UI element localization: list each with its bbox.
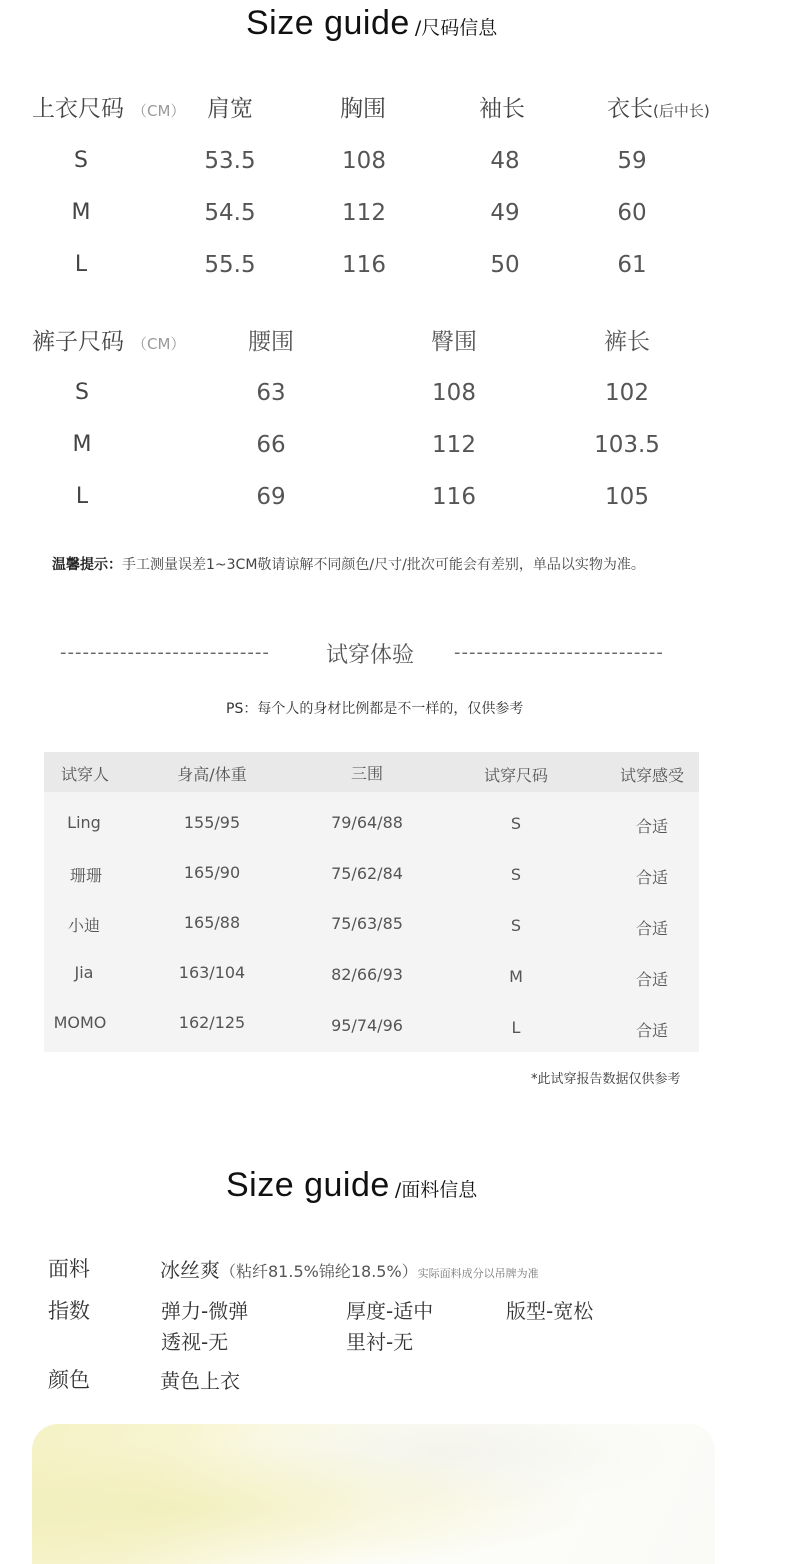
fabric-swatch-image <box>32 1424 715 1564</box>
tryon-feel: 合适 <box>635 1021 668 1040</box>
color-value: 黄色上衣 <box>160 1369 240 1393</box>
top-cell: 59 <box>617 148 647 174</box>
top-cell: 53.5 <box>204 148 256 174</box>
tip-label: 温馨提示： <box>52 557 122 573</box>
size-guide-heading <box>246 4 497 43</box>
top-header-sleeve: 袖长 <box>479 96 525 122</box>
tryon-size: L <box>511 1018 521 1037</box>
material-value <box>160 1254 539 1283</box>
color-label: 颜色 <box>48 1368 90 1392</box>
tryon-ps: PS：每个人的身材比例都是不一样的，仅供参考 <box>226 701 524 717</box>
tryon-size: M <box>509 967 523 986</box>
pants-header-waist: 腰围 <box>248 329 294 355</box>
top-cell: 54.5 <box>204 200 256 226</box>
pants-cell: 112 <box>432 432 476 458</box>
tryon-header-size: 试穿尺码 <box>483 766 548 785</box>
measurement-tip <box>52 554 645 574</box>
pants-size-label: 裤子尺码 （CM） <box>32 329 186 355</box>
index-transparency: 透视-无 <box>161 1330 229 1354</box>
top-length-note: (后中长) <box>653 102 710 120</box>
index-thickness: 厚度-适中 <box>346 1299 434 1323</box>
tryon-height-weight: 162/125 <box>178 1013 246 1032</box>
tryon-header-measurements: 三围 <box>350 764 383 783</box>
size-guide-title: Size guide <box>246 4 410 42</box>
pants-header-length: 裤长 <box>604 329 650 355</box>
tryon-height-weight: 165/88 <box>183 913 241 932</box>
pants-cell: 66 <box>256 432 286 458</box>
tryon-person: Jia <box>74 963 94 982</box>
top-row-size: L <box>74 252 88 277</box>
top-row-size: M <box>71 200 91 225</box>
tryon-measurements: 95/74/96 <box>331 1016 403 1035</box>
top-header-chest: 胸围 <box>340 96 386 122</box>
tryon-header-feel: 试穿感受 <box>619 766 684 785</box>
tryon-table <box>44 752 699 1052</box>
pants-row-size: L <box>75 484 89 509</box>
tryon-height-weight: 165/90 <box>183 863 241 882</box>
top-cell: 55.5 <box>204 252 256 278</box>
fabric-heading <box>226 1166 477 1205</box>
top-cell: 108 <box>342 148 386 174</box>
top-cell: 48 <box>490 148 520 174</box>
tryon-size: S <box>510 814 522 833</box>
tryon-person: MOMO <box>53 1013 107 1032</box>
top-cell: 50 <box>490 252 520 278</box>
material-note: 实际面料成分以吊牌为准 <box>417 1267 539 1280</box>
top-row-size: S <box>74 148 88 173</box>
pants-cell: 116 <box>432 484 476 510</box>
material-name: 冰丝爽 <box>160 1258 220 1282</box>
tryon-header-height-weight: 身高/体重 <box>177 765 247 784</box>
top-cell: 112 <box>342 200 386 226</box>
tryon-title: 试穿体验 <box>326 643 415 668</box>
tryon-measurements: 82/66/93 <box>331 965 403 984</box>
tryon-measurements: 75/63/85 <box>331 914 403 933</box>
tryon-size: S <box>510 916 522 935</box>
tryon-measurements: 79/64/88 <box>331 813 403 832</box>
pants-cell: 102 <box>605 380 649 406</box>
top-size-label: 上衣尺码 （CM） <box>32 96 186 122</box>
top-unit: （CM） <box>132 102 186 120</box>
tryon-header-person: 试穿人 <box>60 765 109 784</box>
divider-left: ---------------------------- <box>60 642 270 663</box>
pants-cell: 103.5 <box>594 432 660 458</box>
tryon-feel: 合适 <box>635 817 668 836</box>
pants-cell: 63 <box>256 380 286 406</box>
tryon-size: S <box>510 865 522 884</box>
tryon-height-weight: 163/104 <box>178 963 246 982</box>
size-guide-subtitle: /尺码信息 <box>414 17 498 39</box>
pants-header-hip: 臀围 <box>431 329 477 355</box>
material-label: 面料 <box>48 1257 90 1281</box>
index-fit: 版型-宽松 <box>506 1299 594 1323</box>
tryon-person: 小迪 <box>67 916 100 935</box>
tryon-measurements: 75/62/84 <box>331 864 403 883</box>
tip-text: 手工测量误差1~3CM敬请谅解不同颜色/尺寸/批次可能会有差别，单品以实物为准。 <box>122 557 645 573</box>
index-lining: 里衬-无 <box>346 1330 414 1354</box>
top-cell: 61 <box>617 252 647 278</box>
top-cell: 116 <box>342 252 386 278</box>
index-label: 指数 <box>48 1299 90 1323</box>
tryon-feel: 合适 <box>635 970 668 989</box>
pants-unit: （CM） <box>132 335 186 353</box>
material-composition: （粘纤81.5%锦纶18.5%） <box>220 1262 418 1281</box>
pants-cell: 105 <box>605 484 649 510</box>
tryon-person: Ling <box>67 813 101 832</box>
tryon-note: *此试穿报告数据仅供参考 <box>531 1072 681 1087</box>
fabric-swatch-shading <box>32 1424 715 1564</box>
pants-row-size: S <box>75 380 89 405</box>
fabric-subtitle: /面料信息 <box>394 1179 478 1201</box>
pants-row-size: M <box>72 432 92 457</box>
pants-cell: 108 <box>432 380 476 406</box>
fabric-title: Size guide <box>226 1166 390 1204</box>
top-cell: 49 <box>490 200 520 226</box>
divider-right: ---------------------------- <box>454 642 664 663</box>
top-header-shoulder: 肩宽 <box>207 96 253 122</box>
pants-cell: 69 <box>256 484 286 510</box>
tryon-person: 珊珊 <box>69 866 102 885</box>
top-cell: 60 <box>617 200 647 226</box>
tryon-height-weight: 155/95 <box>183 813 241 832</box>
index-elasticity: 弹力-微弹 <box>161 1299 249 1323</box>
tryon-feel: 合适 <box>635 868 668 887</box>
tryon-feel: 合适 <box>635 919 668 938</box>
top-header-length: 衣长(后中长) <box>607 96 710 122</box>
